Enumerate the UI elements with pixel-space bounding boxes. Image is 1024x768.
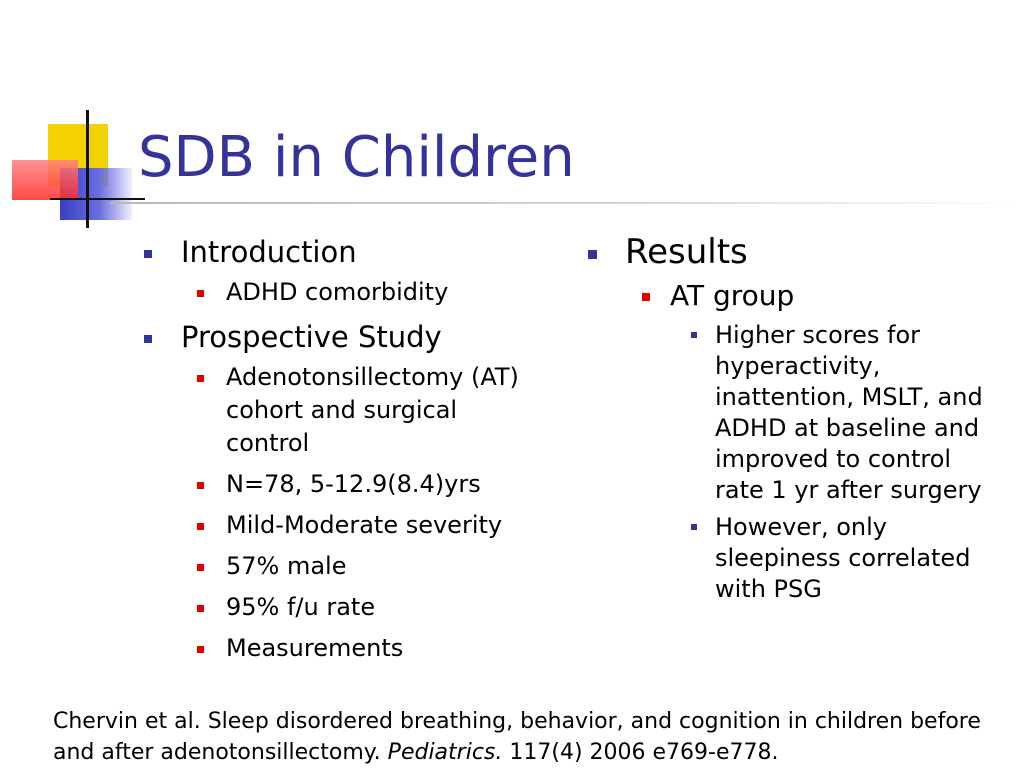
square-bullet-icon [197,375,204,382]
citation [53,706,1013,768]
bullet-text: Results [625,232,748,272]
bullet-text: Introduction [181,235,357,269]
bullet-text: Prospective Study [181,320,442,354]
sub-sub-bullet [588,320,995,506]
decorative-logo [0,0,150,240]
square-bullet-icon [691,332,697,338]
right-column [588,232,1008,611]
square-bullet-icon [197,564,204,571]
sub-bullet [144,468,544,501]
bullet-results [588,232,1008,272]
square-bullet-icon [197,523,204,530]
sub-bullet-text: Mild-Moderate severity [226,511,503,539]
sub-bullet [144,276,544,309]
sub-bullet [144,591,544,624]
square-bullet-icon [642,293,650,301]
slide-title: SDB in Children [138,125,575,190]
sub-bullet-text: 57% male [226,552,347,580]
vertical-line-shape [86,110,89,228]
sub-bullet-text: Measurements [226,634,404,662]
square-bullet-icon [144,250,152,258]
sub-bullet [144,632,544,665]
square-bullet-icon [197,290,204,297]
sub-bullet-text: AT group [670,279,795,312]
citation-text: Chervin et al. Sleep disordered breathing, behavior, and cognition in children before and after adenotonsillectomy. [53,709,981,765]
sub-sub-bullet-text: Higher scores for hyperactivity, inattention, MSLT, and ADHD at baseline and improved to control rate 1 yr after surgery [715,321,983,504]
square-bullet-icon [197,646,204,653]
square-bullet-icon [197,605,204,612]
sub-bullet [144,509,544,542]
red-square-shape [12,160,78,200]
sub-bullet-text: N=78, 5-12.9(8.4)yrs [226,470,481,498]
title-divider [110,202,1024,204]
horizontal-line-shape [50,198,145,200]
square-bullet-icon [197,482,204,489]
bullet-prospective-study [144,319,544,355]
sub-bullet-text: ADHD comorbidity [226,278,449,306]
sub-sub-bullet [588,512,995,605]
citation-details: 117(4) 2006 e769-e778. [509,740,779,765]
sub-sub-bullet-text: However, only sleepiness correlated with PSG [715,513,971,603]
square-bullet-icon [691,524,697,530]
sub-bullet [144,550,544,583]
citation-journal: Pediatrics. [387,740,503,765]
left-column [144,234,544,673]
square-bullet-icon [144,335,152,343]
sub-bullet-text: Adenotonsillectomy (AT) cohort and surgical control [226,363,519,457]
bullet-introduction [144,234,544,270]
square-bullet-icon [588,250,597,259]
sub-bullet-at-group [588,278,1008,314]
sub-bullet-text: 95% f/u rate [226,593,376,621]
sub-bullet [144,361,526,460]
